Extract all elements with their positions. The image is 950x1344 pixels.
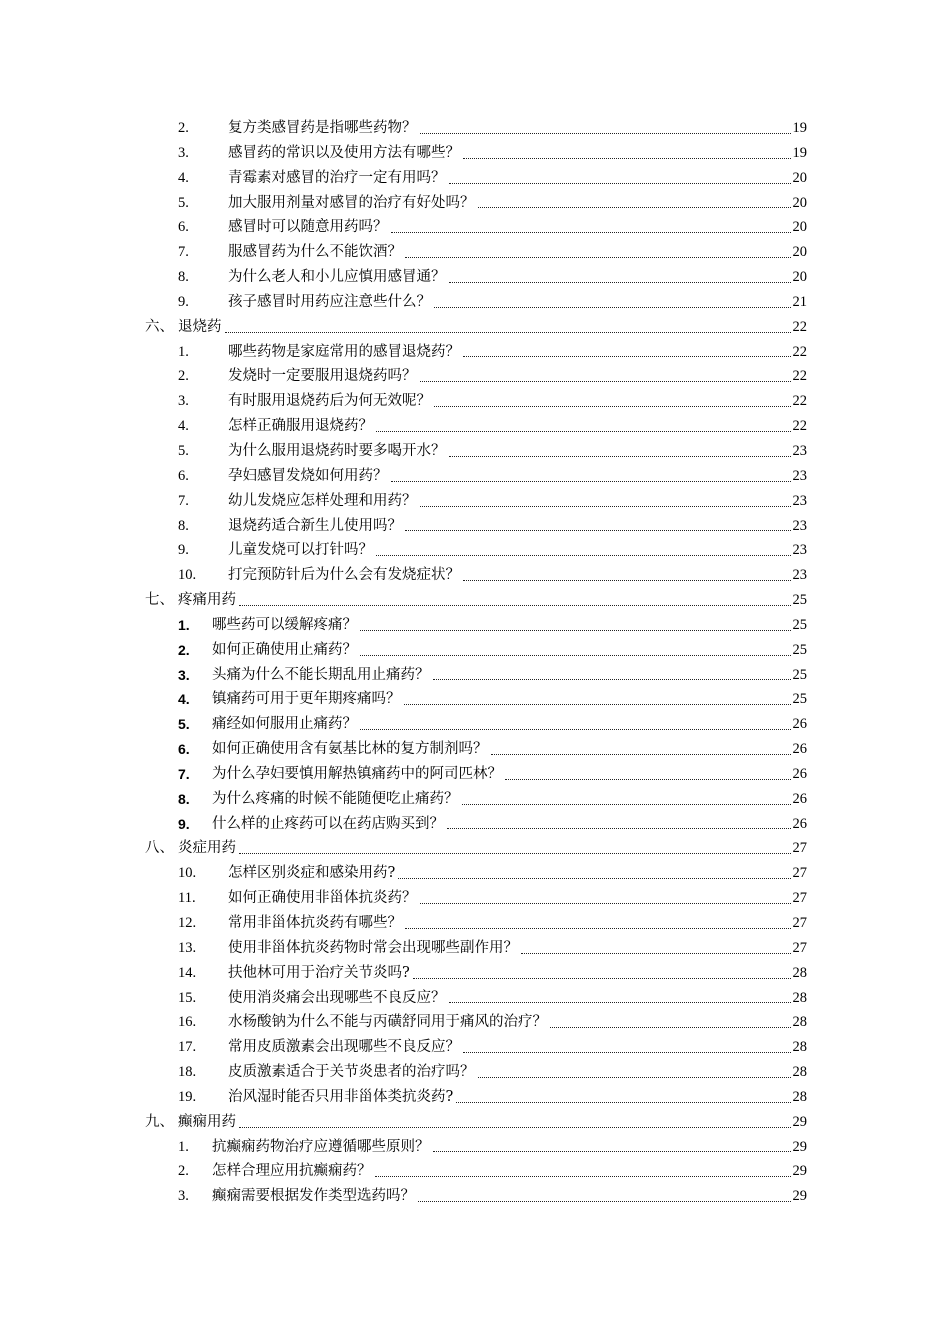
toc-entry[interactable] xyxy=(0,911,950,936)
toc-page-number: 25 xyxy=(792,592,807,609)
toc-entry-title: 加大服用剂量对感冒的治疗有好处吗？ xyxy=(228,194,475,211)
toc-entry-number: 七、 xyxy=(145,592,174,609)
toc-entry-number: 9. xyxy=(178,293,189,310)
toc-dot-leader xyxy=(478,184,791,209)
toc-dot-leader xyxy=(398,854,790,879)
toc-dot-leader xyxy=(360,606,791,631)
toc-dot-leader xyxy=(463,333,791,358)
toc-entry-title: 如何正确使用非甾体抗炎药？ xyxy=(228,890,417,907)
toc-dot-leader xyxy=(447,805,791,830)
toc-entry-number: 18. xyxy=(178,1064,197,1081)
toc-page-number: 22 xyxy=(792,368,807,385)
toc-entry-title: 水杨酸钠为什么不能与丙磺舒同用于痛风的治疗？ xyxy=(228,1014,547,1031)
toc-page-number: 22 xyxy=(792,318,807,335)
toc-entry-number: 10. xyxy=(178,567,197,584)
toc-entry-title: 癫痫需要根据发作类型选药吗？ xyxy=(212,1188,415,1205)
toc-entry-title: 为什么孕妇要慎用解热镇痛药中的阿司匹林？ xyxy=(212,765,502,782)
toc-dot-leader xyxy=(434,382,791,407)
toc-entry[interactable] xyxy=(0,1035,950,1060)
toc-entry[interactable] xyxy=(0,712,950,737)
toc-dot-leader xyxy=(239,1103,791,1128)
toc-page-number: 25 xyxy=(792,616,807,633)
toc-page-number: 23 xyxy=(792,517,807,534)
toc-entry-number: 5. xyxy=(178,716,190,733)
toc-page-number: 25 xyxy=(792,666,807,683)
toc-page-number: 25 xyxy=(792,691,807,708)
toc-entry-title: 哪些药物是家庭常用的感冒退烧药？ xyxy=(228,343,460,360)
toc-page-number: 19 xyxy=(792,144,807,161)
toc-page-number: 23 xyxy=(792,567,807,584)
toc-entry-number: 11. xyxy=(178,890,196,907)
toc-page-number: 26 xyxy=(792,741,807,758)
toc-entry-title: 孕妇感冒发烧如何用药？ xyxy=(228,467,388,484)
toc-dot-leader xyxy=(491,730,791,755)
toc-entry-number: 19. xyxy=(178,1088,197,1105)
toc-entry-title: 治风湿时能否只用非甾体类抗炎药? xyxy=(228,1088,454,1105)
toc-dot-leader xyxy=(413,954,791,979)
toc-entry-title: 什么样的止疼药可以在药店购买到？ xyxy=(212,815,444,832)
toc-page-number: 27 xyxy=(792,865,807,882)
toc-page-number: 20 xyxy=(792,269,807,286)
toc-dot-leader xyxy=(462,780,791,805)
toc-entry-number: 16. xyxy=(178,1014,197,1031)
toc-page-number: 23 xyxy=(792,467,807,484)
toc-dot-leader xyxy=(239,581,791,606)
toc-dot-leader xyxy=(505,755,791,780)
toc-entry-number: 3. xyxy=(178,144,189,161)
toc-entry-title: 退烧药 xyxy=(178,318,222,335)
toc-entry-title: 抗癫痫药物治疗应遵循哪些原则？ xyxy=(212,1138,430,1155)
toc-entry-title: 如何正确使用止痛药？ xyxy=(212,641,357,658)
toc-entry-title: 有时服用退烧药后为何无效呢？ xyxy=(228,393,431,410)
toc-page-number: 21 xyxy=(792,293,807,310)
toc-dot-leader xyxy=(239,829,791,854)
toc-entry-title: 退烧药适合新生儿使用吗？ xyxy=(228,517,402,534)
toc-page-number: 28 xyxy=(792,1014,807,1031)
toc-entry-number: 1. xyxy=(178,343,189,360)
toc-entry-title: 怎样区别炎症和感染用药? xyxy=(228,865,396,882)
toc-entry-title: 哪些药可以缓解疼痛？ xyxy=(212,616,357,633)
toc-dot-leader xyxy=(420,879,791,904)
toc-entry-number: 13. xyxy=(178,939,197,956)
toc-dot-leader xyxy=(391,457,791,482)
toc-dot-leader xyxy=(420,357,791,382)
toc-dot-leader xyxy=(420,109,791,134)
toc-page-number: 20 xyxy=(792,219,807,236)
toc-entry-title: 常用皮质激素会出现哪些不良反应？ xyxy=(228,1039,460,1056)
toc-entry-title: 孩子感冒时用药应注意些什么？ xyxy=(228,293,431,310)
toc-entry-title: 为什么服用退烧药时要多喝开水？ xyxy=(228,442,446,459)
toc-entry-title: 皮质激素适合于关节炎患者的治疗吗？ xyxy=(228,1064,475,1081)
toc-dot-leader xyxy=(418,1177,791,1202)
toc-dot-leader xyxy=(463,556,791,581)
toc-page-number: 23 xyxy=(792,542,807,559)
toc-dot-leader xyxy=(376,531,791,556)
toc-page-number: 29 xyxy=(792,1113,807,1130)
toc-page-number: 25 xyxy=(792,641,807,658)
toc-page-number: 28 xyxy=(792,1088,807,1105)
toc-entry-number: 6. xyxy=(178,467,189,484)
toc-dot-leader xyxy=(405,233,791,258)
toc-dot-leader xyxy=(434,283,791,308)
toc-entry-number: 1. xyxy=(178,616,190,633)
toc-page-number: 22 xyxy=(792,393,807,410)
toc-entry-title: 怎样正确服用退烧药？ xyxy=(228,418,373,435)
toc-entry-title: 如何正确使用含有氨基比林的复方制剂吗？ xyxy=(212,741,488,758)
toc-page-number: 22 xyxy=(792,418,807,435)
toc-entry-title: 打完预防针后为什么会有发烧症状？ xyxy=(228,567,460,584)
toc-dot-leader xyxy=(433,1128,791,1153)
toc-dot-leader xyxy=(449,979,791,1004)
toc-dot-leader xyxy=(463,134,791,159)
toc-page-number: 28 xyxy=(792,1039,807,1056)
toc-dot-leader xyxy=(449,159,791,184)
toc-entry[interactable] xyxy=(0,986,950,1011)
toc-entry-title: 疼痛用药 xyxy=(178,592,236,609)
toc-entry-number: 4. xyxy=(178,169,189,186)
toc-entry-number: 2. xyxy=(178,1163,189,1180)
toc-entry-number: 5. xyxy=(178,194,189,211)
toc-entry[interactable] xyxy=(0,737,950,762)
toc-entry-number: 6. xyxy=(178,741,190,758)
toc-entry-title: 幼儿发烧应怎样处理和用药？ xyxy=(228,492,417,509)
toc-entry-number: 2. xyxy=(178,120,189,136)
toc-page-number: 29 xyxy=(792,1188,807,1205)
toc-dot-leader xyxy=(360,631,791,656)
toc-entry-title: 使用消炎痛会出现哪些不良反应？ xyxy=(228,989,446,1006)
toc-page-number: 20 xyxy=(792,194,807,211)
toc-entry-number: 15. xyxy=(178,989,197,1006)
toc-entry-number: 4. xyxy=(178,691,190,708)
toc-entry-number: 4. xyxy=(178,418,189,435)
toc-entry-title: 青霉素对感冒的治疗一定有用吗？ xyxy=(228,169,446,186)
toc-entry-title: 儿童发烧可以打针吗？ xyxy=(228,542,373,559)
toc-page-number: 27 xyxy=(792,840,807,857)
toc-page-number: 29 xyxy=(792,1163,807,1180)
toc-dot-leader xyxy=(463,1028,791,1053)
toc-entry-number: 1. xyxy=(178,1138,189,1155)
toc-entry-number: 8. xyxy=(178,790,190,807)
toc-entry-number: 3. xyxy=(178,1188,189,1205)
toc-entry-number: 8. xyxy=(178,269,189,286)
table-of-contents xyxy=(0,116,950,1209)
toc-dot-leader xyxy=(456,1078,790,1103)
toc-page-number: 28 xyxy=(792,964,807,981)
toc-dot-leader xyxy=(405,904,791,929)
toc-entry[interactable] xyxy=(0,166,950,191)
toc-page-number: 22 xyxy=(792,343,807,360)
toc-entry-number: 5. xyxy=(178,442,189,459)
toc-page-number: 27 xyxy=(792,915,807,931)
toc-entry-number: 八、 xyxy=(145,840,174,857)
toc-entry-title: 感冒药的常识以及使用方法有哪些？ xyxy=(228,144,460,161)
toc-dot-leader xyxy=(420,482,791,507)
toc-entry-number: 6. xyxy=(178,219,189,236)
toc-entry-number: 9. xyxy=(178,815,190,832)
toc-entry-number: 2. xyxy=(178,368,189,385)
toc-entry-title: 使用非甾体抗炎药物时常会出现哪些副作用？ xyxy=(228,939,518,956)
toc-entry-number: 3. xyxy=(178,666,190,683)
toc-entry-number: 7. xyxy=(178,765,190,782)
toc-entry-number: 九、 xyxy=(145,1113,174,1130)
toc-page-number: 19 xyxy=(792,120,807,136)
toc-dot-leader xyxy=(375,1152,791,1177)
toc-page-number: 27 xyxy=(792,939,807,956)
toc-page-number: 29 xyxy=(792,1138,807,1155)
toc-page-number: 26 xyxy=(792,790,807,807)
toc-page-number: 26 xyxy=(792,765,807,782)
toc-page-number: 20 xyxy=(792,169,807,186)
toc-entry-number: 六、 xyxy=(145,318,174,335)
toc-entry-title: 头痛为什么不能长期乱用止痛药？ xyxy=(212,666,430,683)
toc-page-number: 26 xyxy=(792,815,807,832)
toc-entry-number: 9. xyxy=(178,542,189,559)
toc-entry-number: 7. xyxy=(178,244,189,261)
toc-page-number: 28 xyxy=(792,989,807,1006)
toc-page-number: 28 xyxy=(792,1064,807,1081)
toc-entry-title: 癫痫用药 xyxy=(178,1113,236,1130)
toc-page-number: 23 xyxy=(792,492,807,509)
toc-dot-leader xyxy=(404,680,791,705)
toc-entry-number: 8. xyxy=(178,517,189,534)
toc-entry-title: 扶他林可用于治疗关节炎吗? xyxy=(228,964,410,981)
toc-entry-number: 3. xyxy=(178,393,189,410)
toc-dot-leader xyxy=(433,656,791,681)
toc-page-number: 27 xyxy=(792,890,807,907)
toc-entry-title: 复方类感冒药是指哪些药物？ xyxy=(228,120,417,136)
toc-dot-leader xyxy=(376,407,791,432)
toc-entry-title: 镇痛药可用于更年期疼痛吗？ xyxy=(212,691,401,708)
toc-dot-leader xyxy=(550,1003,791,1028)
toc-entry-title: 感冒时可以随意用药吗？ xyxy=(228,219,388,236)
toc-entry-title: 炎症用药 xyxy=(178,840,236,857)
toc-dot-leader xyxy=(360,705,791,730)
toc-entry-title: 为什么疼痛的时候不能随便吃止痛药？ xyxy=(212,790,459,807)
toc-entry-title: 发烧时一定要服用退烧药吗？ xyxy=(228,368,417,385)
toc-dot-leader xyxy=(405,507,791,532)
toc-entry[interactable] xyxy=(0,1184,950,1209)
toc-entry-number: 12. xyxy=(178,915,197,931)
toc-entry-number: 10. xyxy=(178,865,197,882)
toc-dot-leader xyxy=(449,432,791,457)
toc-entry-number: 7. xyxy=(178,492,189,509)
toc-dot-leader xyxy=(478,1053,791,1078)
toc-page-number: 26 xyxy=(792,716,807,733)
toc-entry-title: 痛经如何服用止痛药？ xyxy=(212,716,357,733)
toc-dot-leader xyxy=(225,308,791,333)
toc-entry-title: 为什么老人和小儿应慎用感冒通？ xyxy=(228,269,446,286)
toc-page-number: 23 xyxy=(792,442,807,459)
toc-entry-title: 服感冒药为什么不能饮酒？ xyxy=(228,244,402,261)
toc-entry-number: 14. xyxy=(178,964,197,981)
toc-entry-title: 怎样合理应用抗癫痫药？ xyxy=(212,1163,372,1180)
toc-dot-leader xyxy=(521,929,791,954)
toc-entry-title: 常用非甾体抗炎药有哪些？ xyxy=(228,915,402,931)
toc-entry-number: 17. xyxy=(178,1039,197,1056)
toc-page-number: 20 xyxy=(792,244,807,261)
toc-dot-leader xyxy=(449,258,791,283)
toc-dot-leader xyxy=(391,208,791,233)
toc-entry-number: 2. xyxy=(178,641,190,658)
